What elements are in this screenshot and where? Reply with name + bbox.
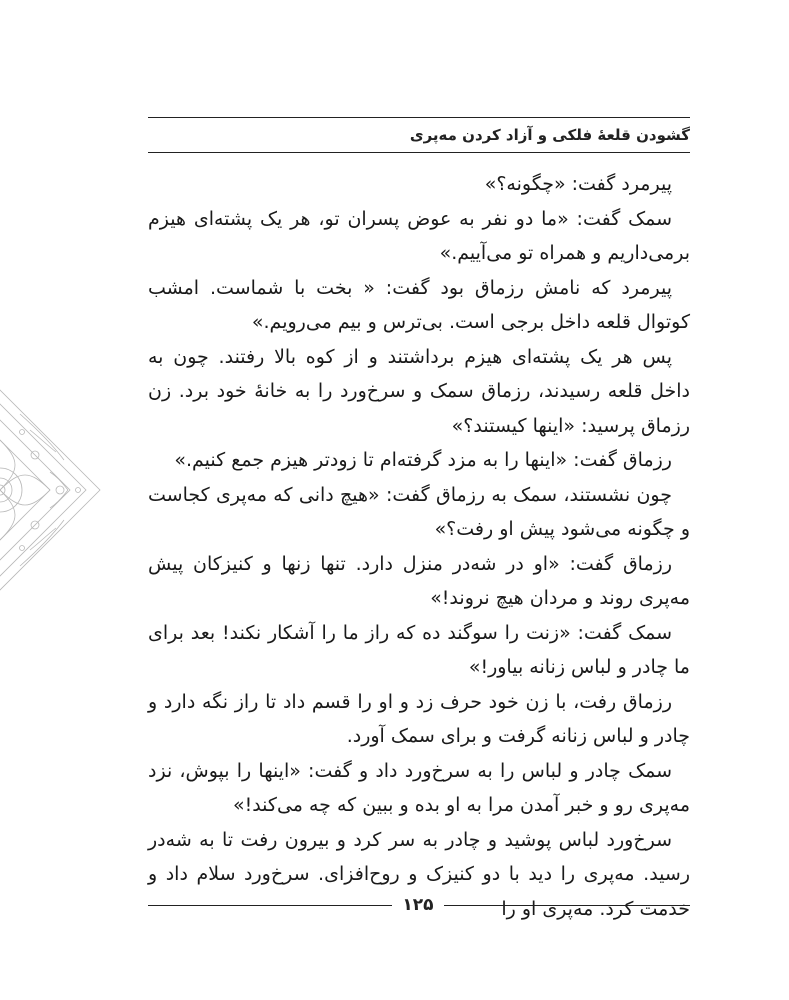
paragraph: سرخ‌ورد لباس پوشید و چادر به سر کرد و بیرون رفت تا به شه‌در رسید. مه‌پری را دید با دو کنیزک و روح‌افزای. سرخ‌ورد سلام داد و خدمت کرد. مه‌پری او را [148, 828, 690, 920]
floral-ornament-icon [0, 380, 110, 600]
paragraph: رزماق گفت: «او در شه‌در منزل دارد. تنها زنها و کنیزکان پیش مه‌پری روند و مردان هیچ نروند!» [148, 552, 690, 609]
paragraph: چون نشستند، سمک به رزماق گفت: «هیچ دانی که مه‌پری کجاست و چگونه می‌شود پیش او رفت؟» [148, 483, 690, 540]
paragraph: سمک گفت: «زنت را سوگند ده که راز ما را آشکار نکند! بعد برای ما چادر و لباس زنانه بیاور!» [148, 621, 690, 678]
paragraph: پس هر یک پشته‌ای هیزم برداشتند و از کوه بالا رفتند. چون به داخل قلعه رسیدند، رزماق سمک و سرخ‌ورد را به خانهٔ خود برد. زن رزماق پرسید: «اینها کیستند؟» [148, 345, 690, 437]
running-header-title: گشودن قلعهٔ فلکی و آزاد کردن مه‌پری [409, 126, 690, 144]
page-number: ۱۲۵ [402, 895, 434, 915]
header-bottom-rule [148, 152, 690, 153]
paragraph: سمک گفت: «ما دو نفر به عوض پسران تو، هر یک پشته‌ای هیزم برمی‌داریم و همراه تو می‌آییم.» [148, 207, 690, 264]
paragraph: رزماق گفت: «اینها را به مزد گرفته‌ام تا زودتر هیزم جمع کنیم.» [174, 449, 672, 471]
body-text [148, 167, 690, 926]
header-top-rule [148, 117, 690, 118]
footer-rule-right [444, 905, 690, 906]
footer-rule-left [148, 905, 392, 906]
paragraph: رزماق رفت، با زن خود حرف زد و او را قسم داد تا راز نگه دارد و چادر و لباس زنانه گرفت و برای سمک آورد. [148, 690, 690, 747]
paragraph: سمک چادر و لباس را به سرخ‌ورد داد و گفت: «اینها را بپوش، نزد مه‌پری رو و خبر آمدن مرا به او بده و ببین که چه می‌کند!» [148, 759, 690, 816]
paragraph: پیرمرد گفت: «چگونه؟» [484, 173, 672, 195]
paragraph: پیرمرد که نامش رزماق بود گفت: « بخت با شماست. امشب کوتوال قلعه داخل برجی است. بی‌ترس و بیم می‌رویم.» [148, 276, 690, 333]
